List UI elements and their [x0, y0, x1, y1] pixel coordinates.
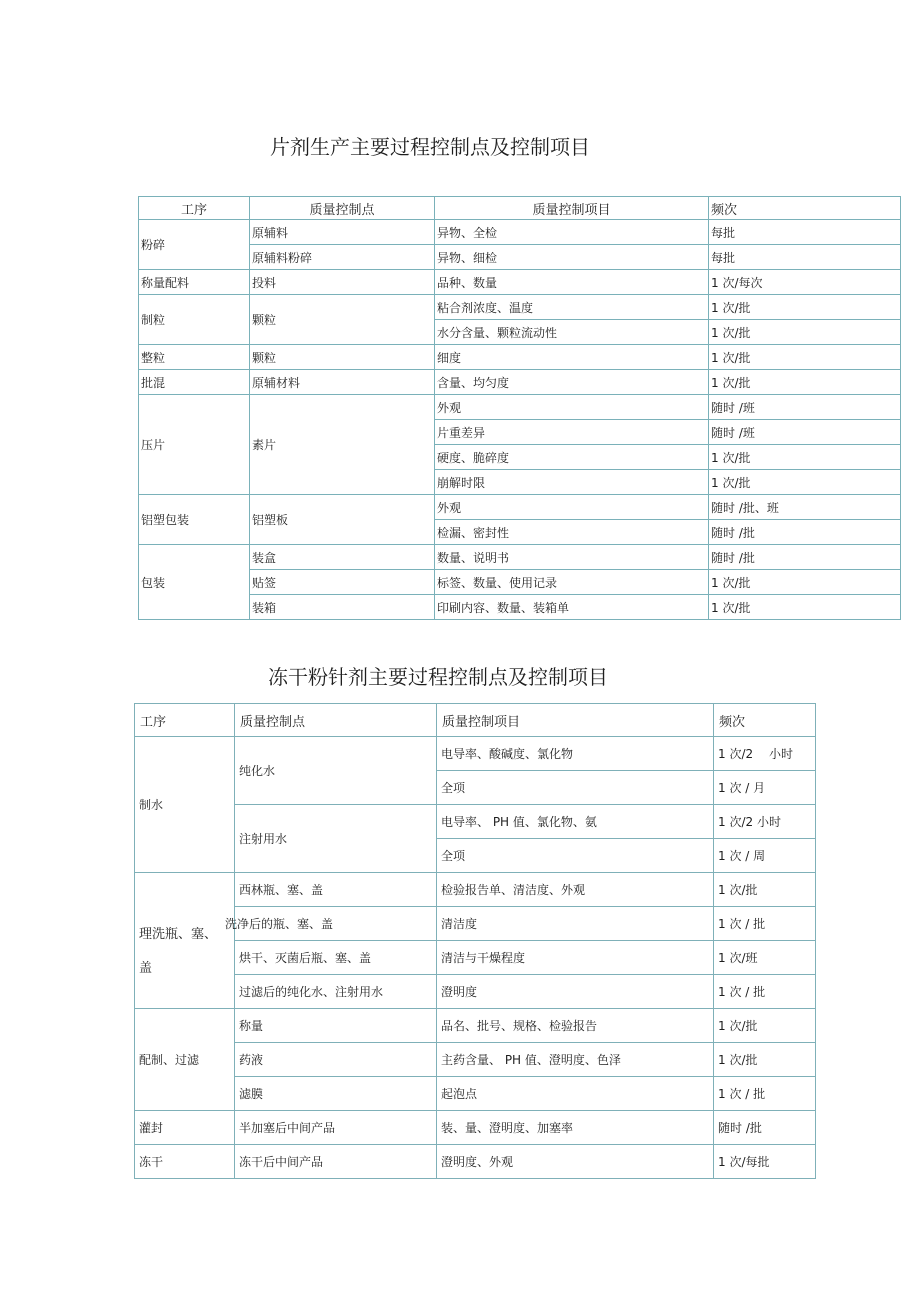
header-frequency: 频次 [714, 704, 816, 737]
process-cell: 制粒 [139, 295, 250, 345]
control-item-cell: 外观 [435, 495, 709, 520]
frequency-cell: 1 次/每次 [709, 270, 901, 295]
table-row [135, 941, 816, 975]
control-point-cell: 冻干后中间产品 [235, 1145, 437, 1179]
process-cell: 粉碎 [139, 220, 250, 270]
tablet-control-table [138, 196, 901, 620]
control-point-cell: 注射用水 [235, 805, 437, 873]
frequency-cell: 1 次/批 [709, 345, 901, 370]
header-process: 工序 [135, 704, 235, 737]
frequency-cell: 1 次/批 [709, 320, 901, 345]
table-row [139, 220, 901, 245]
control-point-cell: 素片 [250, 395, 435, 495]
frequency-cell: 随时 /班 [709, 420, 901, 445]
control-item-cell: 印刷内容、数量、装箱单 [435, 595, 709, 620]
table-row [135, 873, 816, 907]
frequency-cell: 随时 /班 [709, 395, 901, 420]
table1-title: 片剂生产主要过程控制点及控制项目 [270, 135, 590, 159]
header-process: 工序 [139, 197, 250, 220]
control-item-cell: 检漏、密封性 [435, 520, 709, 545]
process-cell: 配制、过滤 [135, 1009, 235, 1111]
lyophilized-control-table [134, 703, 816, 1179]
table-row [139, 595, 901, 620]
table-row [135, 1009, 816, 1043]
control-item-cell: 主药含量、 PH 值、澄明度、色泽 [437, 1043, 714, 1077]
frequency-cell: 随时 /批 [709, 520, 901, 545]
control-item-cell: 品种、数量 [435, 270, 709, 295]
frequency-cell: 1 次/批 [709, 445, 901, 470]
control-point-cell: 铝塑板 [250, 495, 435, 545]
control-point-cell: 贴签 [250, 570, 435, 595]
process-cell: 压片 [139, 395, 250, 495]
process-cell: 批混 [139, 370, 250, 395]
control-item-cell: 澄明度、外观 [437, 1145, 714, 1179]
header-control-item: 质量控制项目 [437, 704, 714, 737]
table-header-row [135, 704, 816, 737]
header-control-point: 质量控制点 [250, 197, 435, 220]
control-point-cell: 药液 [235, 1043, 437, 1077]
frequency-cell: 1 次 / 周 [714, 839, 816, 873]
table-row [139, 495, 901, 520]
frequency-cell: 1 次/每批 [714, 1145, 816, 1179]
control-item-cell: 起泡点 [437, 1077, 714, 1111]
process-line2: 盖 [139, 961, 153, 976]
frequency-cell: 1 次/批 [709, 570, 901, 595]
frequency-cell: 1 次/批 [714, 873, 816, 907]
control-item-cell: 粘合剂浓度、温度 [435, 295, 709, 320]
frequency-cell: 随时 /批 [709, 545, 901, 570]
process-cell [135, 873, 235, 1009]
frequency-cell: 1 次/班 [714, 941, 816, 975]
table-row [139, 270, 901, 295]
table-row [139, 245, 901, 270]
control-item-cell: 装、量、澄明度、加塞率 [437, 1111, 714, 1145]
header-control-item: 质量控制项目 [435, 197, 709, 220]
control-item-cell: 异物、全检 [435, 220, 709, 245]
process-cell: 铝塑包装 [139, 495, 250, 545]
control-item-cell: 片重差异 [435, 420, 709, 445]
control-item-cell: 硬度、脆碎度 [435, 445, 709, 470]
control-point-cell: 装箱 [250, 595, 435, 620]
table-row [135, 1043, 816, 1077]
control-point-cell: 原辅料 [250, 220, 435, 245]
table-row [139, 345, 901, 370]
frequency-cell: 每批 [709, 245, 901, 270]
control-item-cell: 崩解时限 [435, 470, 709, 495]
control-point-cell: 烘干、灭菌后瓶、塞、盖 [235, 941, 437, 975]
control-point-cell: 颗粒 [250, 295, 435, 345]
control-point-cell: 纯化水 [235, 737, 437, 805]
frequency-cell: 随时 /批、班 [709, 495, 901, 520]
control-point-cell: 滤膜 [235, 1077, 437, 1111]
control-point-cell: 称量 [235, 1009, 437, 1043]
process-cell: 包装 [139, 545, 250, 620]
table-row [139, 295, 901, 320]
frequency-cell: 1 次/2 小时 [714, 737, 816, 771]
control-item-cell: 外观 [435, 395, 709, 420]
control-item-cell: 水分含量、颗粒流动性 [435, 320, 709, 345]
process-cell: 冻干 [135, 1145, 235, 1179]
table-row [139, 545, 901, 570]
frequency-cell: 1 次/批 [714, 1009, 816, 1043]
table-row [135, 737, 816, 771]
control-item-cell: 电导率、酸碱度、氯化物 [437, 737, 714, 771]
control-item-cell: 异物、细检 [435, 245, 709, 270]
control-item-cell: 细度 [435, 345, 709, 370]
table-row [135, 805, 816, 839]
table-row [139, 370, 901, 395]
process-line1: 理洗瓶、塞、 [139, 927, 218, 942]
control-point-cell: 原辅材料 [250, 370, 435, 395]
table-row [139, 395, 901, 420]
control-item-cell: 电导率、 PH 值、氯化物、氨 [437, 805, 714, 839]
control-point-cell: 洗净后的瓶、塞、盖 [225, 907, 427, 941]
table-row [135, 1111, 816, 1145]
control-item-cell: 检验报告单、清洁度、外观 [437, 873, 714, 907]
frequency-cell: 1 次/批 [709, 295, 901, 320]
frequency-cell: 1 次/2 小时 [714, 805, 816, 839]
frequency-cell: 1 次/批 [714, 1043, 816, 1077]
frequency-cell: 每批 [709, 220, 901, 245]
header-frequency: 频次 [709, 197, 901, 220]
control-item-cell: 清洁度 [437, 907, 714, 941]
table2-title: 冻干粉针剂主要过程控制点及控制项目 [268, 665, 608, 689]
table-row [135, 975, 816, 1009]
control-item-cell: 清洁与干燥程度 [437, 941, 714, 975]
process-cell: 称量配料 [139, 270, 250, 295]
table-row [135, 1145, 816, 1179]
control-item-cell: 澄明度 [437, 975, 714, 1009]
control-point-cell: 投料 [250, 270, 435, 295]
frequency-cell: 1 次 / 批 [714, 975, 816, 1009]
table-row [135, 907, 816, 941]
table-row [135, 1077, 816, 1111]
frequency-cell: 1 次/批 [709, 370, 901, 395]
control-item-cell: 含量、均匀度 [435, 370, 709, 395]
header-control-point: 质量控制点 [235, 704, 437, 737]
control-point-cell: 原辅料粉碎 [250, 245, 435, 270]
process-cell: 制水 [135, 737, 235, 873]
control-item-cell: 全项 [437, 771, 714, 805]
frequency-cell: 1 次 / 批 [714, 907, 816, 941]
table-row [139, 570, 901, 595]
table-header-row [139, 197, 901, 220]
frequency-cell: 1 次 / 批 [714, 1077, 816, 1111]
control-point-cell: 颗粒 [250, 345, 435, 370]
control-item-cell: 标签、数量、使用记录 [435, 570, 709, 595]
control-point-cell: 西林瓶、塞、盖 [235, 873, 437, 907]
control-point-cell: 半加塞后中间产品 [235, 1111, 437, 1145]
frequency-cell: 随时 /批 [714, 1111, 816, 1145]
process-cell: 整粒 [139, 345, 250, 370]
frequency-cell: 1 次 / 月 [714, 771, 816, 805]
control-point-cell: 装盒 [250, 545, 435, 570]
frequency-cell: 1 次/批 [709, 595, 901, 620]
control-item-cell: 全项 [437, 839, 714, 873]
process-cell: 灌封 [135, 1111, 235, 1145]
control-point-cell: 过滤后的纯化水、注射用水 [235, 975, 437, 1009]
control-item-cell: 品名、批号、规格、检验报告 [437, 1009, 714, 1043]
frequency-cell: 1 次/批 [709, 470, 901, 495]
control-item-cell: 数量、说明书 [435, 545, 709, 570]
